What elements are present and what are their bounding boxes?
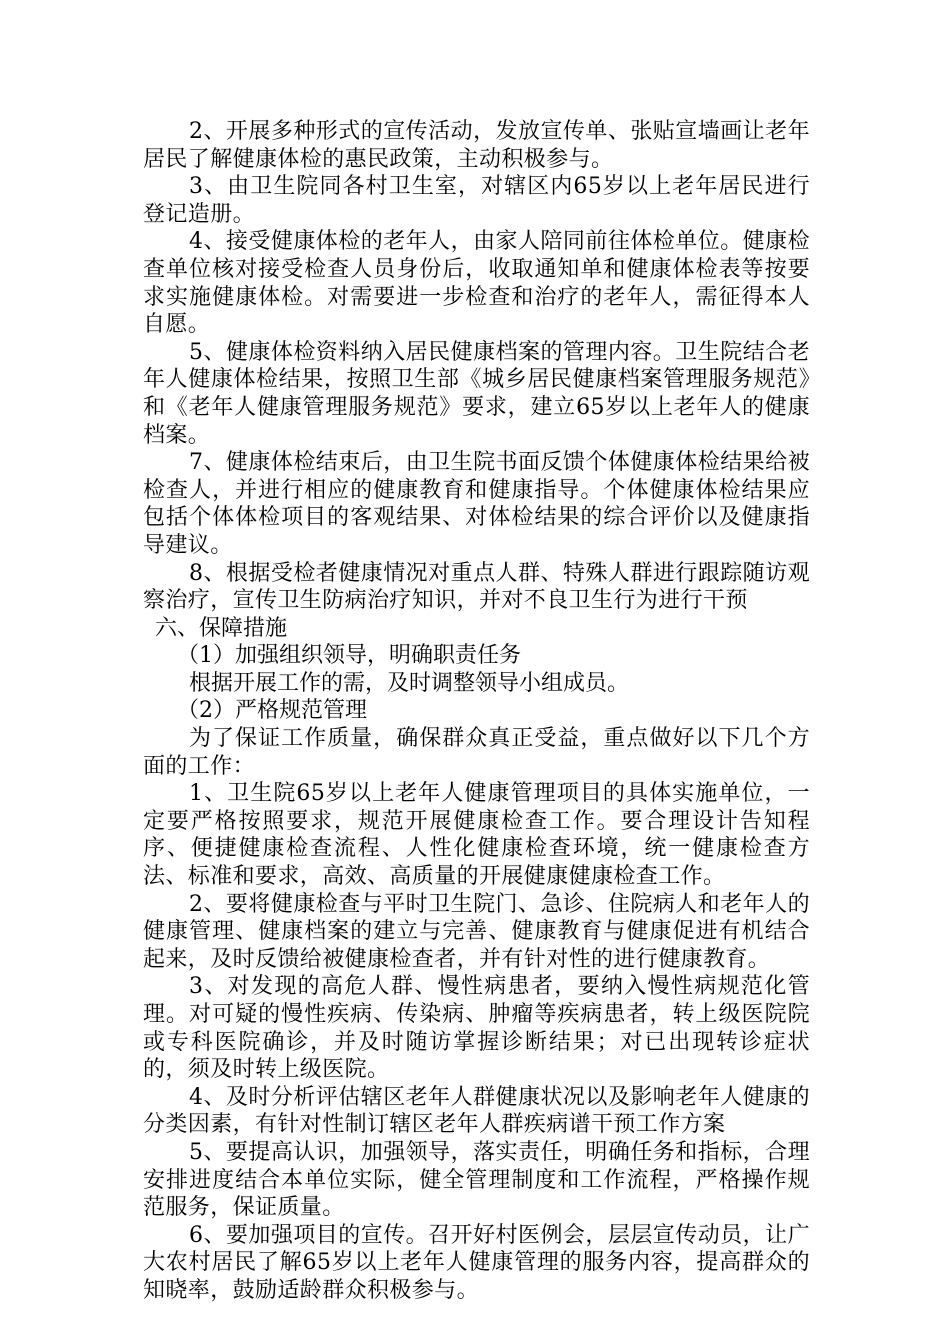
subheading-organization: （1）加强组织领导，明确职责任务 xyxy=(177,643,521,669)
measure-5: 5、要提高认识，加强领导，落实责任，明确任务和指标，合理安排进度结合本单位实际，健全管理制度和工作流程，严格操作规范服务，保证质量。 xyxy=(143,1139,810,1221)
measure-6: 6、要加强项目的宣传。召开好村医例会，层层宣传动员，让广大农村居民了解65岁以上老年人健康管理的服务内容，提高群众的知晓率，鼓励适龄群众积极参与。 xyxy=(143,1222,810,1303)
paragraph-4: 4、接受健康体检的老年人，由家人陪同前往体检单位。健康检查单位核对接受检查人员身份后，收取通知单和健康体检表等按要求实施健康体检。对需要进一步检查和治疗的老年人，需征得本人自愿。 xyxy=(143,229,810,338)
measure-4: 4、及时分析评估辖区老年人群健康状况以及影响老年人健康的分类因素，有针对性制订辖区老年人群疾病谱干预工作方案 xyxy=(143,1084,810,1138)
paragraph-3: 3、由卫生院同各村卫生室，对辖区内65岁以上老年居民进行登记造册。 xyxy=(143,174,810,227)
subheading-management: （2）严格规范管理 xyxy=(177,698,367,724)
document-page xyxy=(143,118,810,1305)
measure-3: 3、对发现的高危人群、慢性病患者，要纳入慢性病规范化管理。对可疑的慢性疾病、传染病、肿瘤等疾病患者，转上级医院院或专科医院确诊，并及时随访掌握诊断结果；对已出现转诊症状的，须及时转上级医院。 xyxy=(143,974,810,1083)
section-heading-safeguards: 六、保障措施 xyxy=(155,615,288,641)
paragraph-2: 2、开展多种形式的宣传活动，发放宣传单、张贴宣墙画让老年居民了解健康体检的惠民政策，主动积极参与。 xyxy=(143,119,810,172)
paragraph-5: 5、健康体检资料纳入居民健康档案的管理内容。卫生院结合老年人健康体检结果，按照卫生部《城乡居民健康档案管理服务规范》和《老年人健康管理服务规范》要求，建立65岁以上老年人的健康档案。 xyxy=(143,339,810,448)
paragraph-7: 7、健康体检结束后，由卫生院书面反馈个体健康体检结果给被检查人，并进行相应的健康教育和健康指导。个体健康体检结果应包括个体体检项目的客观结果、对体检结果的综合评价以及健康指导建议。 xyxy=(143,450,810,558)
organization-text: 根据开展工作的需，及时调整领导小组成员。 xyxy=(189,670,630,696)
measure-2: 2、要将健康检查与平时卫生院门、急诊、住院病人和老年人的健康管理、健康档案的建立与完善、健康教育与健康促进有机结合起来，及时反馈给被健康检查者，并有针对性的进行健康教育。 xyxy=(143,891,810,972)
management-intro: 为了保证工作质量，确保群众真正受益，重点做好以下几个方面的工作： xyxy=(143,726,810,779)
measure-1: 1、卫生院65岁以上老年人健康管理项目的具体实施单位，一定要严格按照要求，规范开展健康检查工作。要合理设计告知程序、便捷健康检查流程、人性化健康检查环境，统一健康检查方法、标准和要求，高效、高质量的开展健康健康检查工作。 xyxy=(143,781,810,890)
paragraph-8: 8、根据受检者健康情况对重点人群、特殊人群进行跟踪随访观察治疗，宣传卫生防病治疗知识，并对不良卫生行为进行干预 xyxy=(143,560,810,614)
